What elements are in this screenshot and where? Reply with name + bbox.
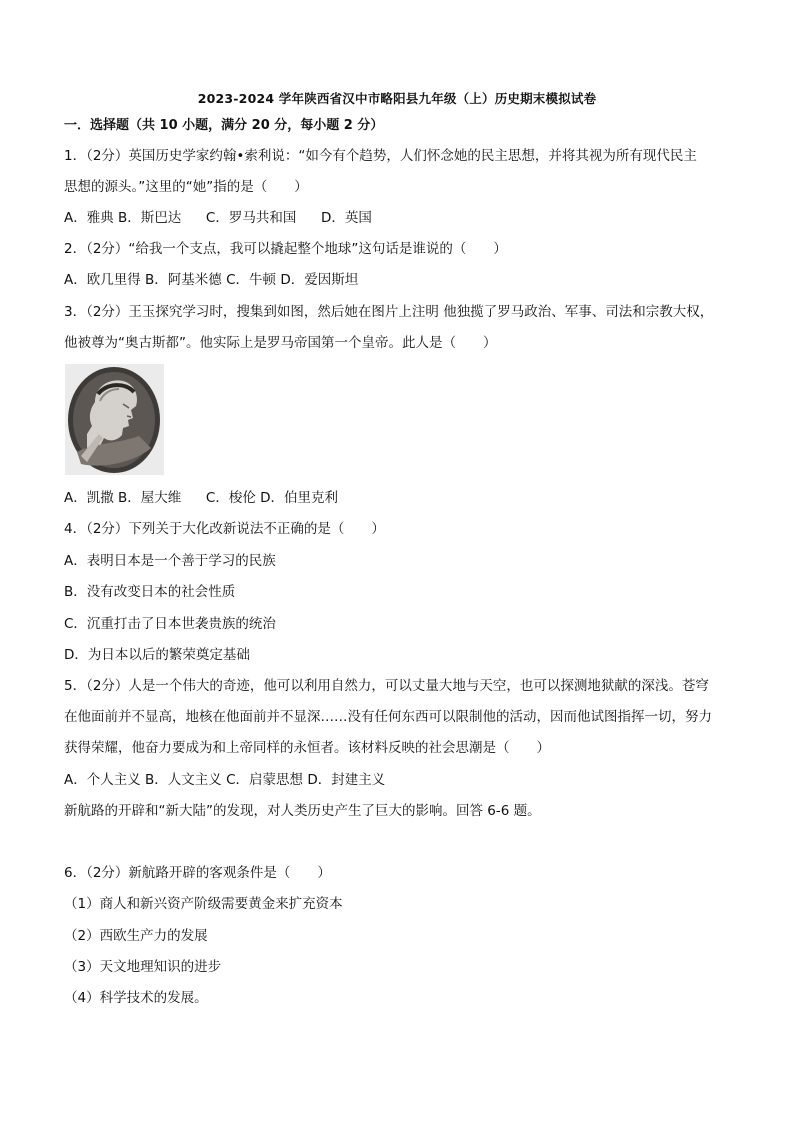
question-3-stem-line1: 3．（2分）王玉探究学习时，搜集到如图，然后她在图片上注明 他独揽了罗马政治、军事、司法和宗教大权， (64, 304, 714, 320)
q3-option-d: D．伯里克利 (260, 490, 339, 506)
question-2-stem: 2．（2分）“给我一个支点，我可以撬起整个地球”这句话是谁说的（ ） (64, 241, 507, 257)
q3-option-a: A．凯撒 (64, 490, 114, 506)
q6-item-3: （3）天文地理知识的进步 (64, 959, 222, 975)
section-heading: 一．选择题（共 10 小题，满分 20 分，每小题 2 分） (64, 118, 384, 133)
question-3-stem-line2: 他被尊为“奥古斯都”。他实际上是罗马帝国第一个皇帝。此人是（ ） (64, 335, 497, 351)
question-2-options (64, 271, 358, 289)
q2-option-b: B．阿基米德 (145, 272, 222, 288)
reading-passage: 新航路的开辟和“新大陆”的发现，对人类历史产生了巨大的影响。回答 6-6 题。 (64, 803, 541, 819)
q1-option-a: A．雅典 (64, 210, 114, 226)
q6-item-2: （2）西欧生产力的发展 (64, 928, 208, 944)
q3-option-b: B．屋大维 (118, 490, 182, 506)
q5-option-b: B．人文主义 (145, 772, 222, 788)
q1-option-b: B．斯巴达 (118, 210, 182, 226)
exam-title: 2023-2024 学年陕西省汉中市略阳县九年级（上）历史期末模拟试卷 (197, 91, 597, 106)
question-5-stem-line3: 获得荣耀，他奋力要成为和上帝同样的永恒者。该材料反映的社会思潮是（ ） (64, 740, 550, 756)
q5-option-c: C．启蒙思想 (226, 772, 304, 788)
augustus-cameo-image (65, 364, 164, 475)
q2-option-d: D．爱因斯坦 (280, 272, 359, 288)
question-1-stem-line2: 思想的源头。”这里的“她”指的是（ ） (64, 179, 308, 195)
q1-option-d: D．英国 (320, 210, 372, 226)
question-5-options (64, 771, 385, 789)
question-3-options (64, 489, 338, 507)
q4-option-c: C．沉重打击了日本世袭贵族的统治 (64, 616, 276, 632)
q2-option-c: C．牛顿 (226, 272, 277, 288)
q1-option-c: C．罗马共和国 (205, 210, 297, 226)
q5-option-d: D．封建主义 (307, 772, 386, 788)
question-4-stem: 4．（2分）下列关于大化改新说法不正确的是（ ） (64, 521, 385, 537)
question-6-stem: 6．（2分）新航路开辟的客观条件是（ ） (64, 865, 331, 881)
q5-option-a: A．个人主义 (64, 772, 141, 788)
question-1-options (64, 209, 372, 227)
q4-option-d: D．为日本以后的繁荣奠定基础 (64, 647, 250, 663)
q6-item-1: （1）商人和新兴资产阶级需要黄金来扩充资本 (64, 896, 343, 912)
q4-option-a: A．表明日本是一个善于学习的民族 (64, 553, 276, 569)
question-5-stem-line1: 5．（2分）人是一个伟大的奇迹，他可以利用自然力，可以丈量大地与天空，也可以探测地狱献的深浅。苍穹 (64, 678, 709, 694)
q4-option-b: B．没有改变日本的社会性质 (64, 584, 236, 600)
q2-option-a: A．欧几里得 (64, 272, 141, 288)
question-1-stem-line1: 1．（2分）英国历史学家约翰•索利说：“如今有个趋势，人们怀念她的民主思想，并将其视为所有现代民主 (64, 148, 697, 164)
q6-item-4: （4）科学技术的发展。 (64, 990, 208, 1006)
q3-option-c: C．梭伦 (205, 490, 256, 506)
question-5-stem-line2: 在他面前并不显高，地核在他面前并不显深……没有任何东西可以限制他的活动，因而他试图指挥一切，努力 (64, 709, 712, 725)
